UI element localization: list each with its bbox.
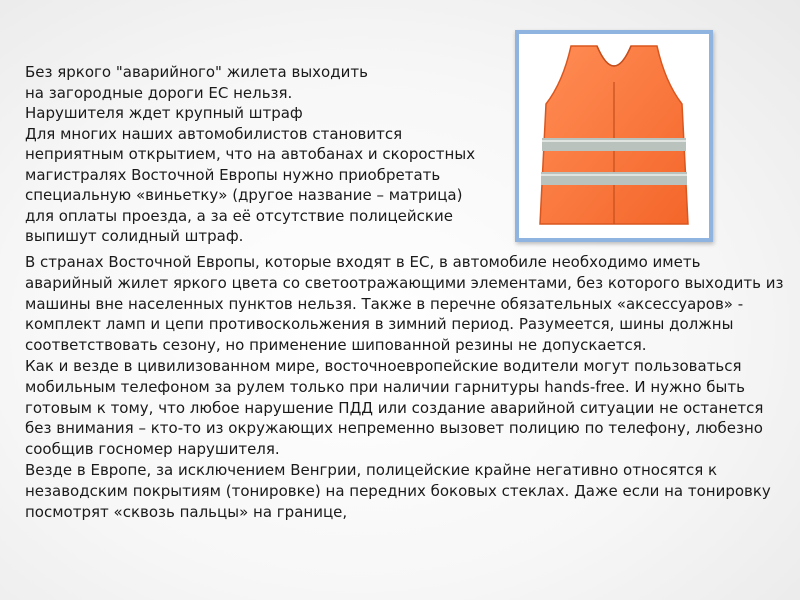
main-text-block (25, 252, 790, 522)
intro-text-block (25, 62, 485, 247)
main-paragraph-1: В странах Восточной Европы, которые входят в ЕС, в автомобиле необходимо иметь аварийный жилет яркого цвета со светоотражающими элементами, без которого выходить из машины вне населенных пунктов нельзя. Также в перечне обязательных «аксессуаров» - комплект ламп и цепи противоскольжения в зимний период. Разумеется, шины должны соответствовать сезону, но применение шипованной резины не допускается. (25, 253, 784, 355)
safety-vest-icon (519, 34, 709, 238)
intro-heading-line-1: Без яркого "аварийного" жилета выходить (25, 63, 368, 81)
intro-heading-line-3: Нарушителя ждет крупный штраф (25, 104, 303, 122)
intro-paragraph: Для многих наших автомобилистов становится неприятным открытием, что на автобанах и скоростных магистралях Восточной Европы нужно приобретать специальную «виньетку» (другое название – матрица) для оплаты проезда, а за её отсутствие полицейские выпишут солидный штраф. (25, 124, 476, 245)
main-paragraph-3: Везде в Европе, за исключением Венгрии, полицейские крайне негативно относятся к незаводским покрытиям (тонировке) на передних боковых стеклах. Даже если на тонировку посмотрят «сквозь пальцы» на границе, (25, 460, 771, 521)
main-paragraph-2: Как и везде в цивилизованном мире, восточноевропейские водители могут пользоваться мобильным телефоном за рулем только при наличии гарнитуры hands-free. И нужно быть готовым к тому, что любое нарушение ПДД или создание аварийной ситуации не останется без внимания – кто-то из окружающих непременно вызовет полицию по телефону, любезно сообщив госномер нарушителя. (25, 356, 764, 459)
safety-vest-photo (515, 30, 713, 242)
intro-heading-line-2: на загородные дороги ЕС нельзя. (25, 83, 293, 102)
